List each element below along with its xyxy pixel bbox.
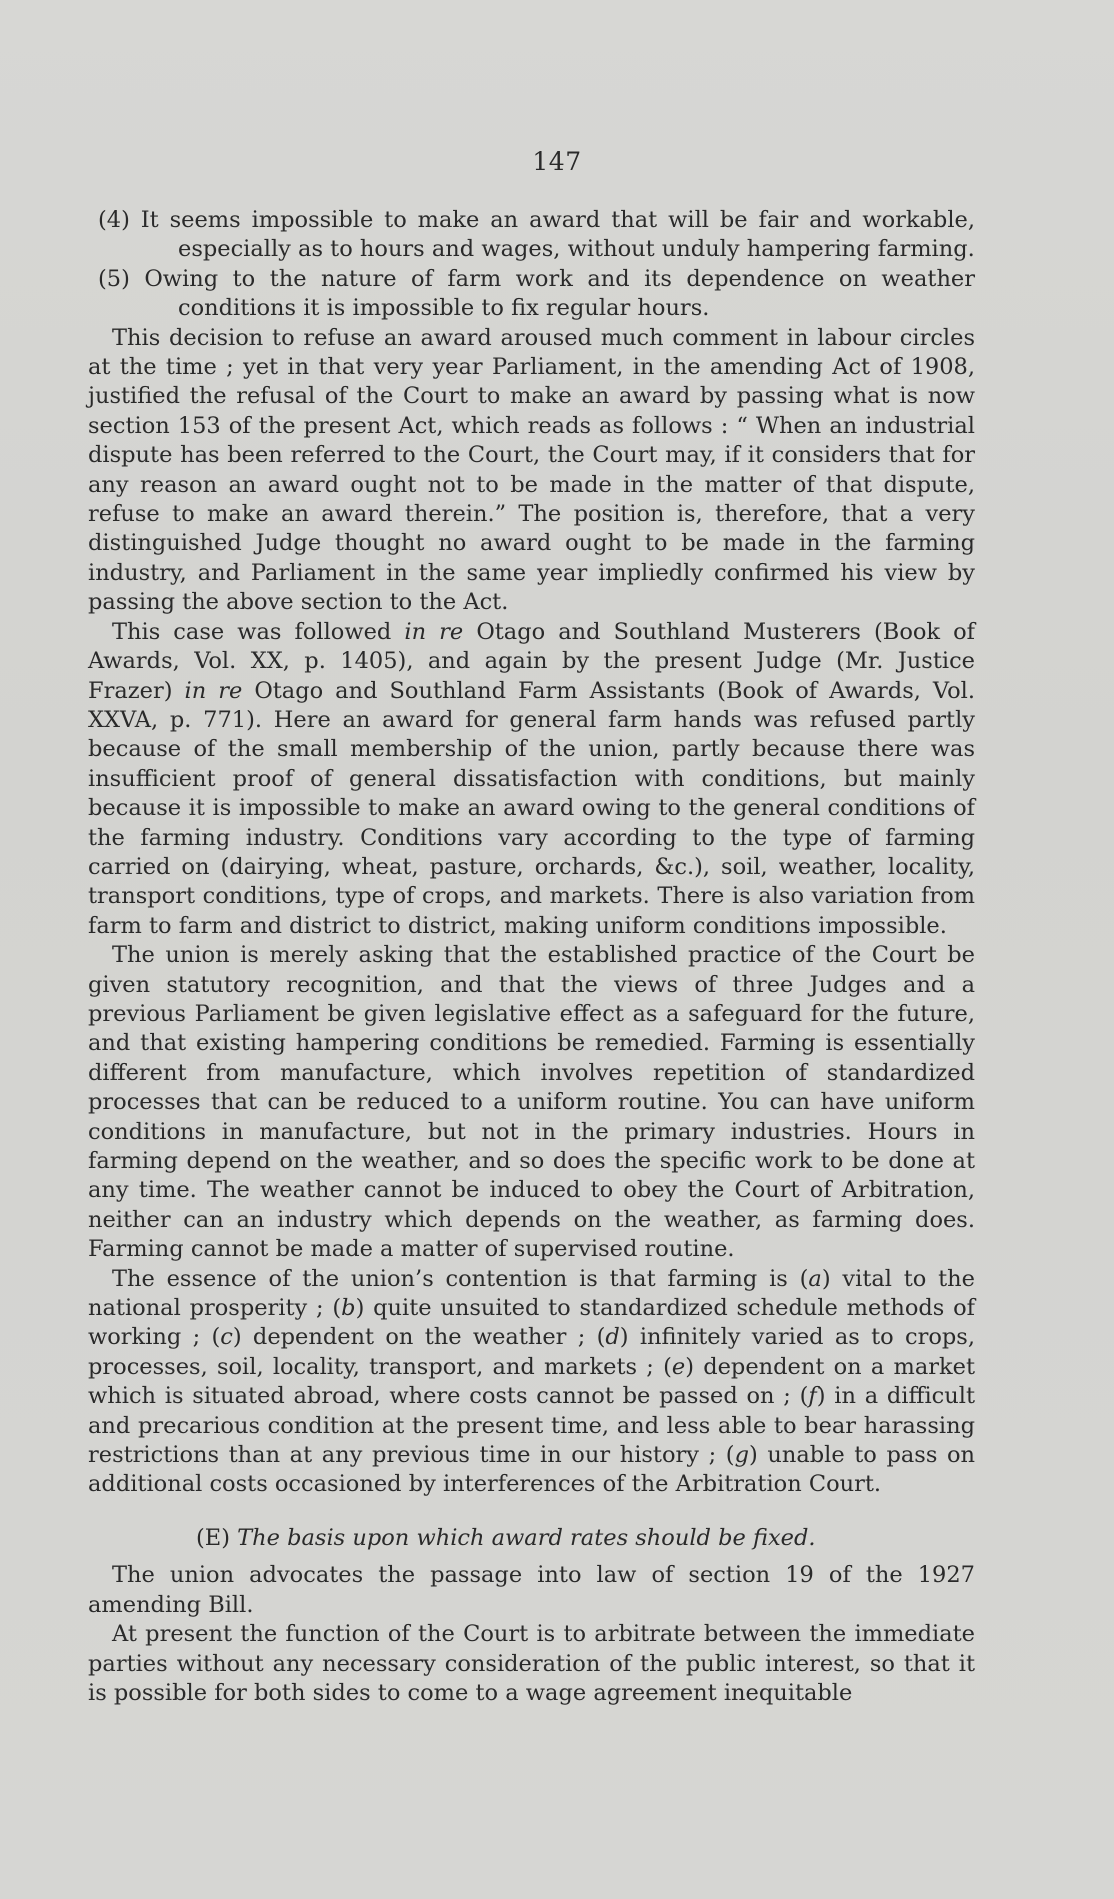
- paragraph-union-contention: [88, 1265, 975, 1500]
- text-run: ) quite unsuited to standardized schedule methods of working ; (: [88, 1295, 975, 1351]
- list-item-4: [88, 206, 975, 265]
- text-run: ) dependent on a market which is situated abroad, where costs cannot be passed on ; (: [88, 1353, 976, 1410]
- body-text: [88, 206, 975, 1708]
- text-run: Otago and Southland Farm Assistants (Book of Awards, Vol. XXVA, p. 771). Here an award for general farm hands was refused partly because of the small membership of the union, partly because there was insufficient proof of general dissatisfaction with conditions, but mainly because it is impossible to make an award owing to the general conditions of the farming industry. Conditions vary according to the type of farming carried on (dairying, wheat, pasture, orchards, &c.), soil, weather, locality, transport conditions, type of crops, and markets. There is also variation from farm to farm and district to district, making uniform conditions impossible.: [88, 677, 975, 939]
- enum-letter: a: [808, 1265, 822, 1292]
- paragraph-union-asking: The union is merely asking that the established practice of the Court be given statutory recognition, and that the views of three Judges and a previous Parliament be given legislative effect as a safeguard for the future, and that existing hampering conditions be remedied. Farming is essentially different from manufacture, which involves repetition of standardized processes that can be reduced to a uniform routine. You can have uniform conditions in manufacture, but not in the primary industries. Hours in farming depend on the weather, and so does the specific work to be done at any time. The weather cannot be induced to obey the Court of Arbitration, neither can an industry which depends on the weather, as farming does. Farming cannot be made a matter of supervised routine.: [88, 942, 975, 1263]
- paragraph-decision: This decision to refuse an award aroused much comment in labour circles at the time ; yet in that very year Parliament, in the amending Act of 1908, justified the refusal of the Court to make an award by passing what is now section 153 of the present Act, which reads as follows : “ When an industrial dispute has been referred to the Court, the Court may, if it considers that for any reason an award ought not to be made in the matter of that dispute, refuse to make an award therein.” The position is, therefore, that a very distinguished Judge thought no award ought to be made in the farming industry, and Parliament in the same year impliedly confirmed his view by passing the above section to the Act.: [88, 324, 975, 616]
- in-re-italic: in re: [184, 677, 243, 704]
- enum-letter: c: [220, 1324, 233, 1351]
- list-item-text: It seems impossible to make an award that will be fair and workable, especially as to hours and wages, without unduly hampering farming.: [140, 207, 975, 263]
- list-item-number: (4): [98, 207, 130, 233]
- page-number: 147: [532, 147, 582, 176]
- paragraph-court-function: At present the function of the Court is to arbitrate between the immediate parties without any necessary consideration of the public interest, so that it is possible for both sides to come to a wage agreement inequitable: [88, 1621, 975, 1706]
- text-run: This case was followed: [112, 618, 392, 645]
- enum-letter: d: [605, 1324, 620, 1351]
- list-item-5: [88, 265, 975, 324]
- section-heading-label: (E): [196, 1524, 230, 1551]
- enum-letter: e: [671, 1353, 686, 1380]
- text-run: Otago and Southland Musterers (Book of Awards, Vol. XX, p. 1405), and again by the present Judge (Mr. Justice Frazer): [88, 618, 975, 704]
- text-run: The essence of the union’s contention is that farming is (: [112, 1265, 809, 1292]
- section-heading-title: The basis upon which award rates should be fixed.: [237, 1524, 816, 1551]
- text-run: ) dependent on the weather ; (: [232, 1324, 606, 1351]
- text-run: ) unable to pass on additional costs occasioned by interferences of the Arbitration Court.: [88, 1442, 976, 1498]
- in-re-italic: in re: [404, 618, 464, 645]
- enum-letter: f: [808, 1383, 817, 1410]
- paragraph-union-advocates: The union advocates the passage into law of section 19 of the 1927 amending Bill.: [88, 1562, 975, 1618]
- section-heading: [88, 1524, 975, 1553]
- list-item-text: Owing to the nature of farm work and its dependence on weather conditions it is impossible to fix regular hours.: [144, 265, 976, 322]
- enum-letter: g: [734, 1442, 749, 1469]
- list-item-number: (5): [98, 265, 130, 292]
- text-run: ) vital to the national prosperity ; (: [88, 1265, 975, 1322]
- enum-letter: b: [341, 1295, 356, 1322]
- paragraph-case-followed: [88, 618, 975, 941]
- text-run: ) infinitely varied as to crops, processes, soil, locality, transport, and markets ; (: [88, 1324, 975, 1380]
- text-run: ) in a difficult and precarious condition at the present time, and less able to bear harassing restrictions than at any previous time in our history ; (: [88, 1383, 975, 1469]
